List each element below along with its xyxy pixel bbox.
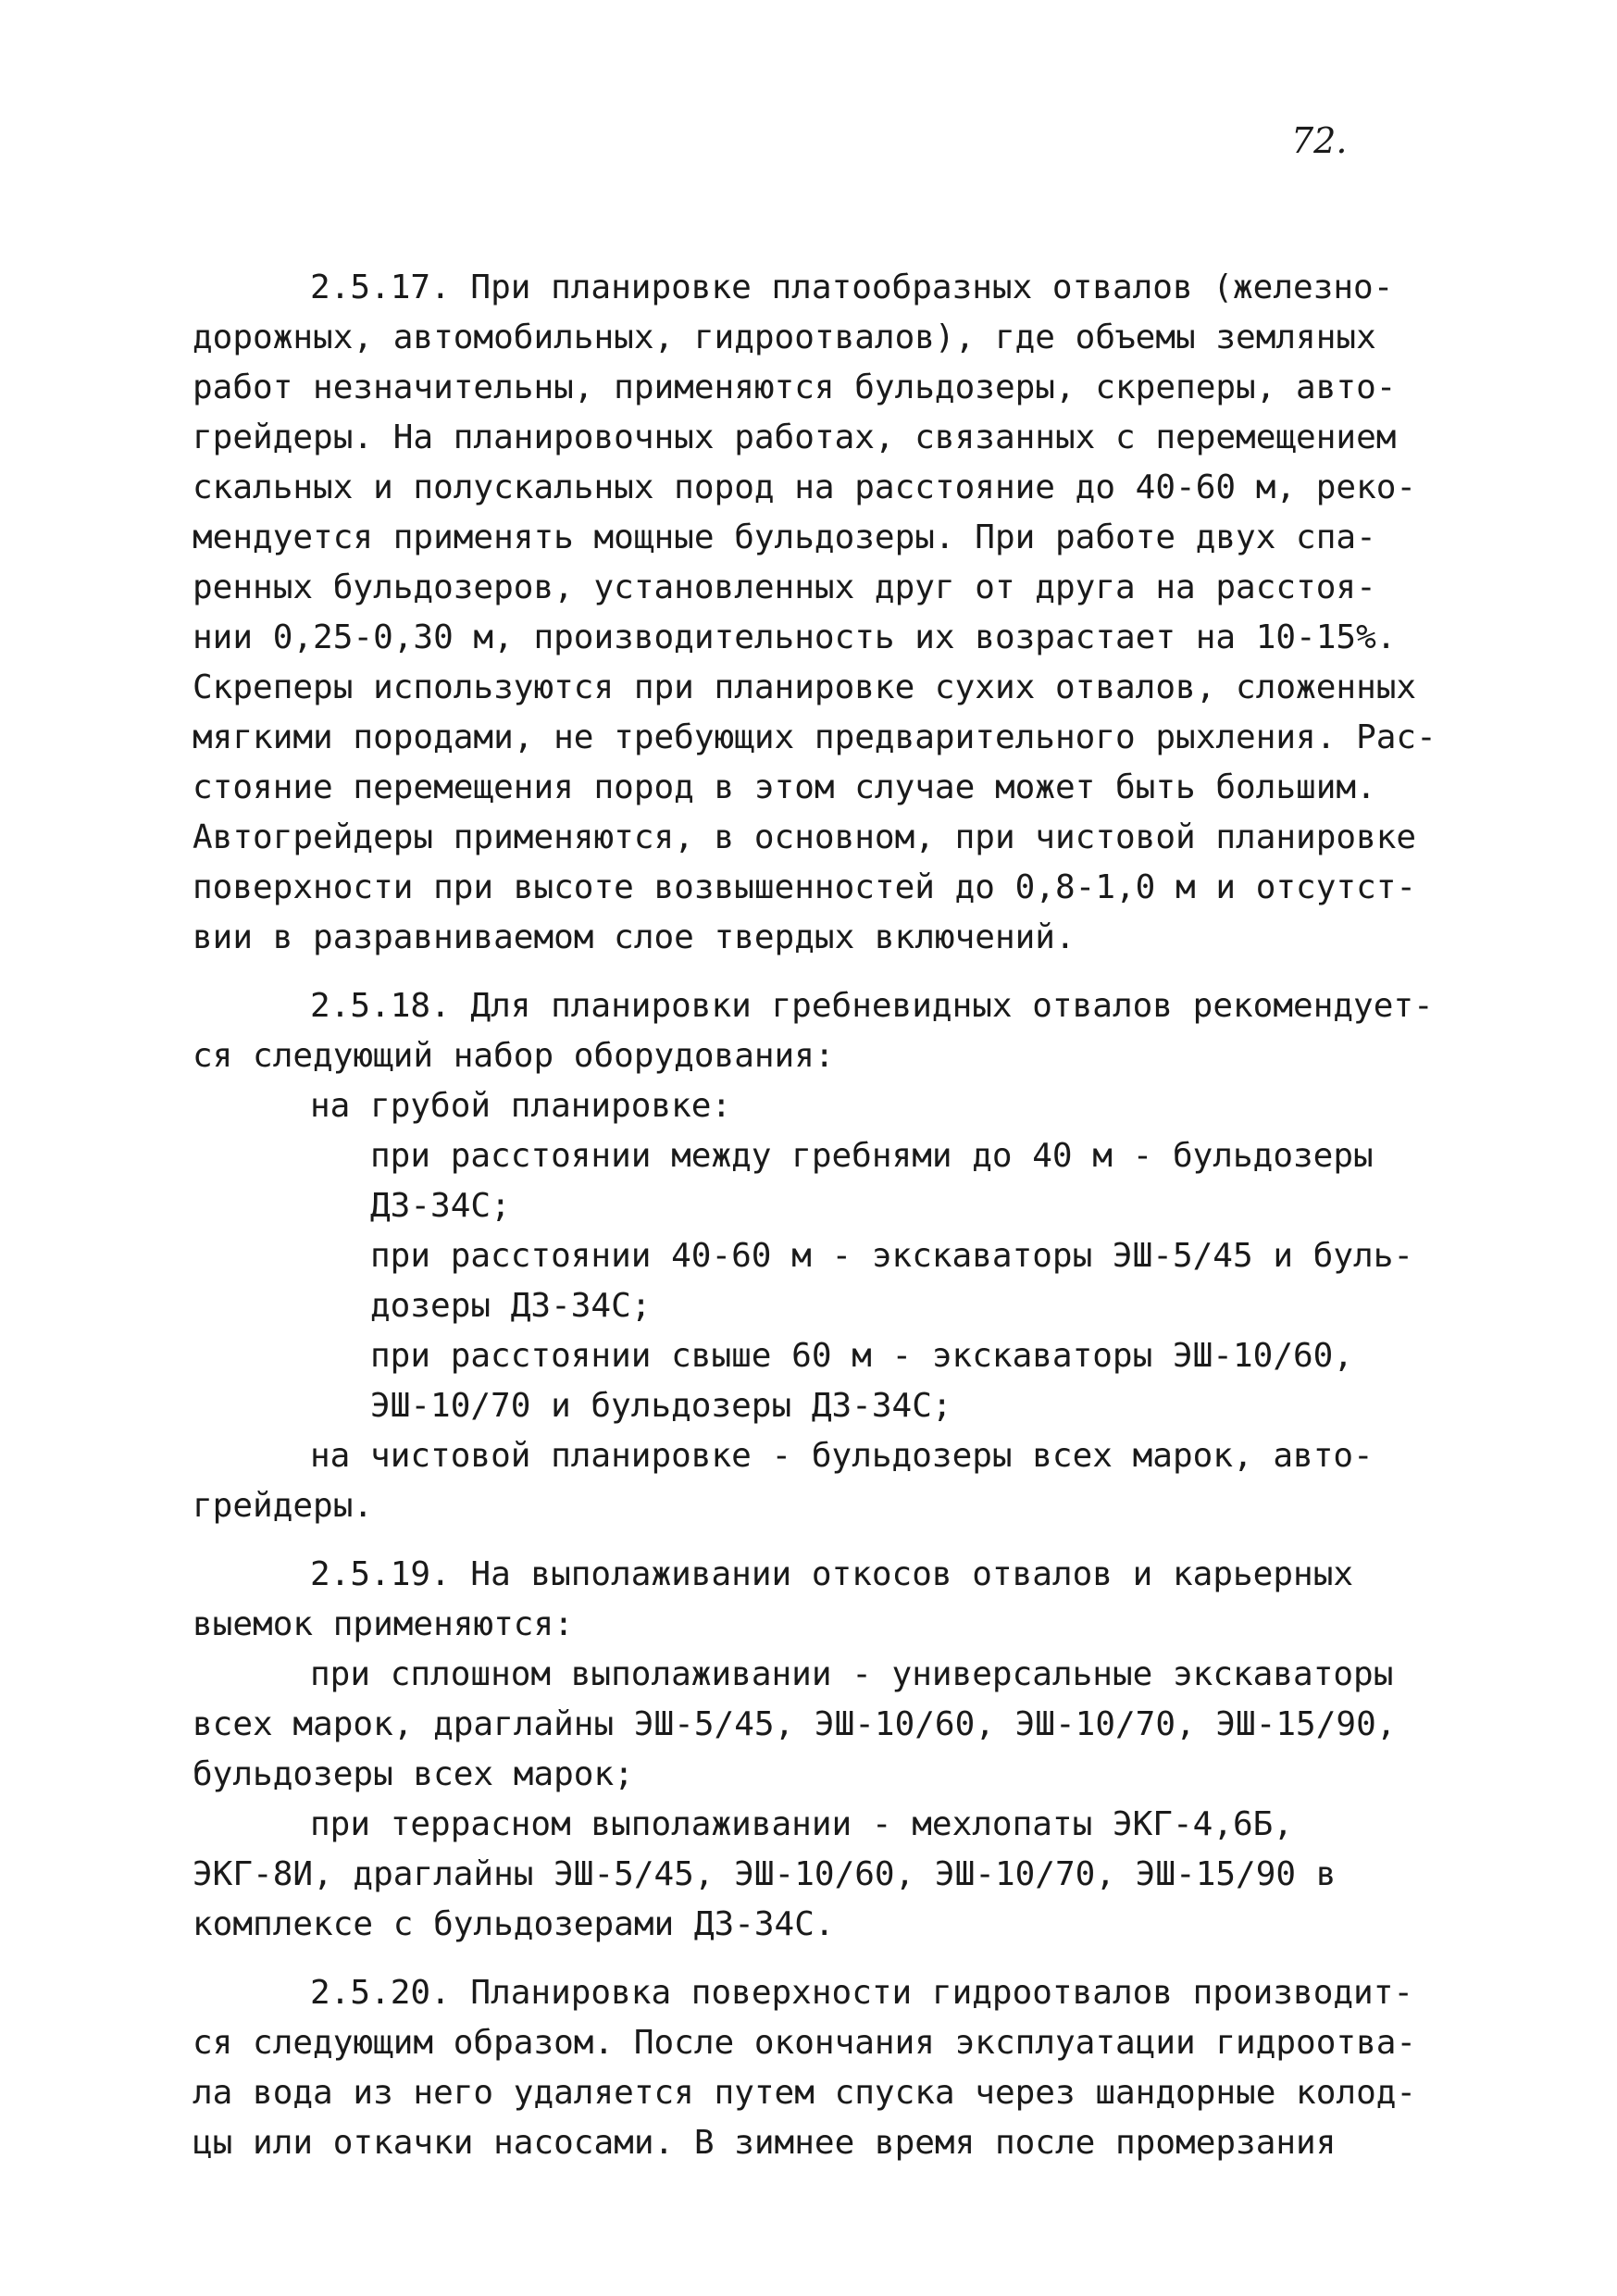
text-line: на грубой планировке: [310, 1087, 732, 1125]
text-line: всех марок, драглайны ЭШ-5/45, ЭШ-10/60, ЭШ-10/70, ЭШ-15/90, [193, 1705, 1397, 1743]
page-number: 72. [1291, 120, 1348, 161]
text-line: дозеры ДЗ-34С; [370, 1287, 652, 1325]
text-line: при расстоянии 40-60 м - экскаваторы ЭШ-5/45 и буль- [370, 1237, 1414, 1275]
text-line: 2.5.19. На выполаживании откосов отвалов и карьерных [310, 1555, 1354, 1593]
text-line: выемок применяются: [193, 1605, 574, 1643]
text-line: вии в разравниваемом слое твердых включений. [193, 918, 1076, 956]
text-line: поверхности при высоте возвышенностей до 0,8-1,0 м и отсутст- [193, 868, 1417, 906]
text-line: 2.5.18. Для планировки гребневидных отвалов рекомендует- [310, 987, 1434, 1025]
text-line: мягкими породами, не требующих предварительного рыхления. Рас- [193, 718, 1437, 756]
text-line: при сплошном выполаживании - универсальные экскаваторы [310, 1655, 1394, 1693]
text-line: Скреперы используются при планировке сухих отвалов, сложенных [193, 668, 1417, 706]
text-line: стояние перемещения пород в этом случае может быть большим. [193, 768, 1376, 806]
text-line: нии 0,25-0,30 м, производительность их возрастает на 10-15%. [193, 618, 1397, 656]
text-line: грейдеры. На планировочных работах, связанных с перемещением [193, 418, 1397, 456]
text-line: при расстоянии свыше 60 м - экскаваторы ЭШ-10/60, [370, 1337, 1354, 1375]
text-line: работ незначительны, применяются бульдозеры, скреперы, авто- [193, 368, 1397, 406]
text-line: ЭШ-10/70 и бульдозеры ДЗ-34С; [370, 1387, 952, 1425]
text-line: мендуется применять мощные бульдозеры. При работе двух спа- [193, 518, 1376, 556]
text-line: 2.5.17. При планировке платообразных отвалов (железно- [310, 268, 1394, 306]
text-line: на чистовой планировке - бульдозеры всех марок, авто- [310, 1437, 1374, 1475]
text-line: грейдеры. [193, 1487, 374, 1525]
text-line: бульдозеры всех марок; [193, 1755, 634, 1793]
text-line: цы или откачки насосами. В зимнее время после промерзания [193, 2124, 1337, 2162]
text-line: ла вода из него удаляется путем спуска через шандорные колод- [193, 2074, 1417, 2112]
text-line: при расстоянии между гребнями до 40 м - бульдозеры [370, 1137, 1374, 1175]
text-line: ся следующий набор оборудования: [193, 1037, 835, 1075]
text-line: 2.5.20. Планировка поверхности гидроотвалов производит- [310, 1974, 1414, 2012]
text-line: ся следующим образом. После окончания эксплуатации гидроотва- [193, 2024, 1417, 2062]
text-line: при террасном выполаживании - мехлопаты ЭКГ-4,6Б, [310, 1805, 1294, 1843]
text-line: ЭКГ-8И, драглайны ЭШ-5/45, ЭШ-10/60, ЭШ-10/70, ЭШ-15/90 в [193, 1855, 1337, 1893]
text-line: дорожных, автомобильных, гидроотвалов), где объемы земляных [193, 318, 1376, 356]
text-line: ДЗ-34С; [370, 1187, 511, 1225]
text-line: скальных и полускальных пород на расстояние до 40-60 м, реко- [193, 468, 1417, 506]
text-line: ренных бульдозеров, установленных друг от друга на расстоя- [193, 568, 1376, 606]
text-line: Автогрейдеры применяются, в основном, при чистовой планировке [193, 818, 1417, 856]
text-line: комплексе с бульдозерами ДЗ-34С. [193, 1905, 835, 1943]
